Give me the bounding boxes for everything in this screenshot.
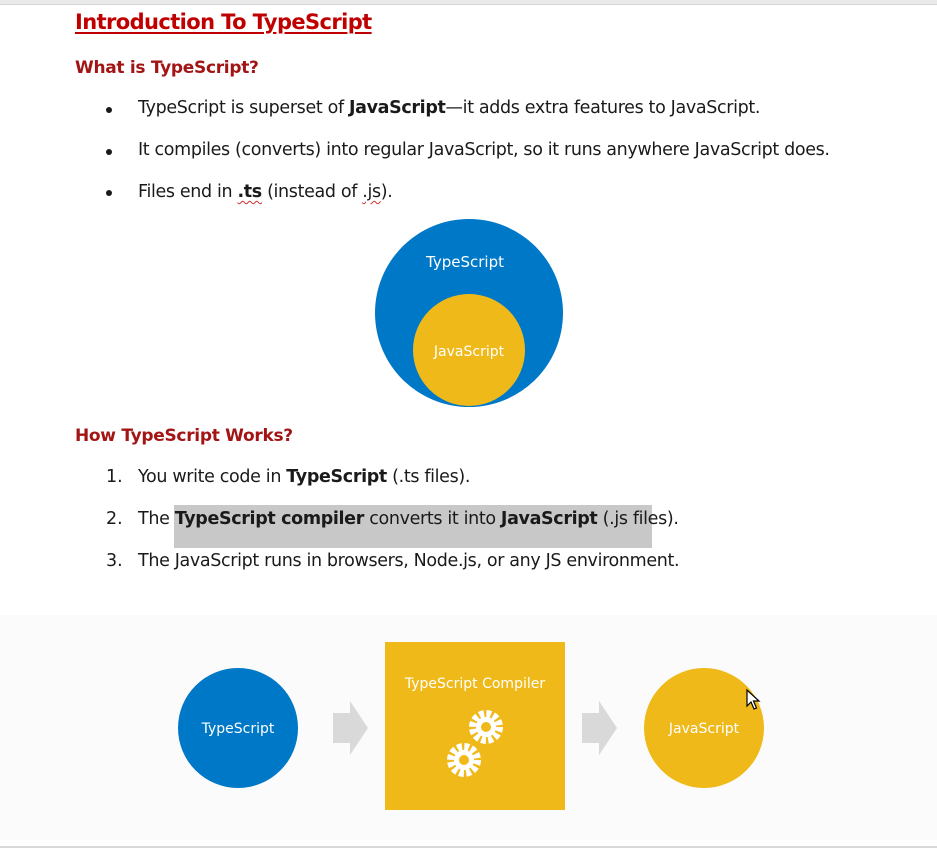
bullet-dot [106,190,112,196]
venn-diagram [370,215,570,411]
bold-text-run: JavaScript [500,509,598,529]
section-heading-what-is: What is TypeScript? [75,58,259,78]
bold-text-run: .ts [237,182,262,202]
bold-text-run: JavaScript [348,98,446,118]
mouse-cursor-icon [744,688,762,712]
text-run: Files end in [138,182,238,202]
bullet-dot [106,149,112,155]
step-number: 3. [106,551,123,571]
text-run: (.js files). [597,509,679,529]
venn-inner-label: JavaScript [433,344,505,360]
flow-source-label: TypeScript [201,721,275,737]
bullet-item-3 [138,182,392,202]
bullet-dot [106,107,112,113]
text-run: converts it into [363,509,501,529]
bullet-item-2: It compiles (converts) into regular JavaScript, so it runs anywhere JavaScript does. [138,140,830,160]
flow-compiler-label: TypeScript Compiler [404,676,546,692]
flow-target-label: JavaScript [668,721,740,737]
section-heading-how-it-works: How TypeScript Works? [75,426,293,446]
text-run: (.ts files). [386,467,471,487]
bold-text-run: TypeScript compiler [174,509,364,529]
text-run: ). [380,182,393,202]
misspelled-text-run: .js [362,182,381,202]
step-item-2 [138,509,679,529]
bullet-item-1 [138,98,760,118]
text-run: The [138,509,175,529]
document-title: Introduction To TypeScript [75,10,372,34]
bold-text-run: TypeScript [286,467,387,487]
step-item-1 [138,467,470,487]
text-run: You write code in [138,467,287,487]
compile-flow-diagram [0,615,937,840]
venn-outer-label: TypeScript [426,253,504,271]
step-item-3: The JavaScript runs in browsers, Node.js, or any JS environment. [138,551,680,571]
text-run: (instead of [261,182,363,202]
step-number: 2. [106,509,123,529]
gear-icon [473,714,499,740]
window-top-edge [0,0,937,5]
text-run: TypeScript is superset of [138,98,349,118]
text-run: —it adds extra features to JavaScript. [445,98,761,118]
step-number: 1. [106,467,123,487]
gear-icon [451,747,477,773]
